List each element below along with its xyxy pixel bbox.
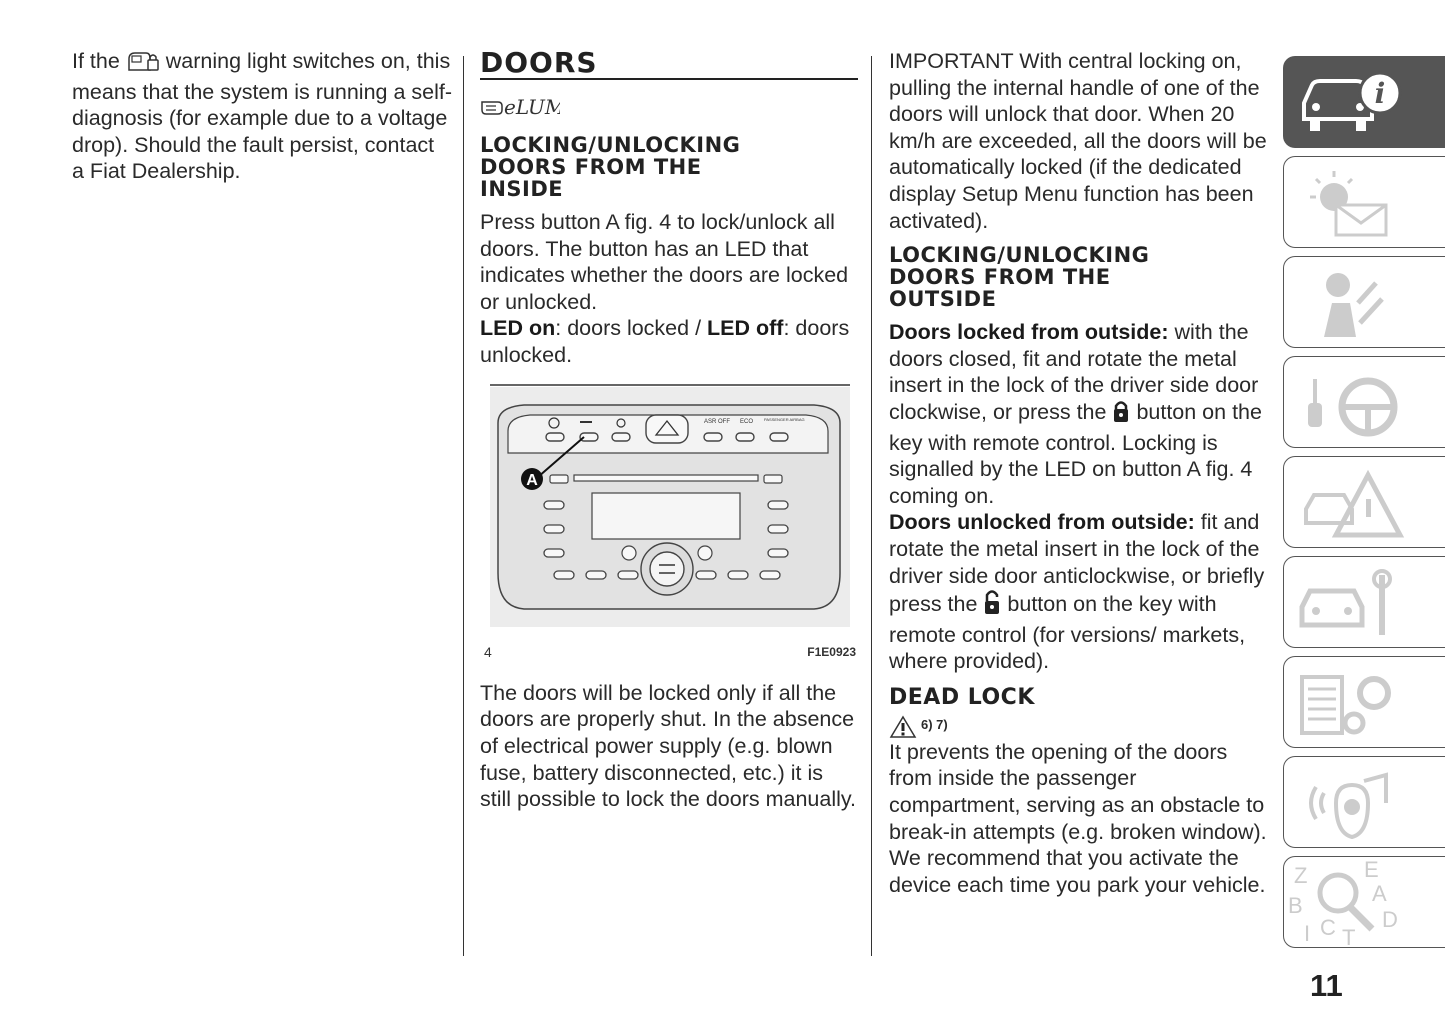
paragraph-doors-locked xyxy=(889,319,1267,509)
car-info-icon xyxy=(1296,63,1406,143)
safety-person-icon xyxy=(1296,263,1406,343)
tab-dashboard-lights[interactable] xyxy=(1283,156,1445,248)
index-letter: T xyxy=(1342,925,1356,947)
elum-logo xyxy=(480,90,858,124)
heading-line: LOCKING/UNLOCKING xyxy=(480,133,741,157)
callout-a: A xyxy=(526,471,538,489)
column-divider-1 xyxy=(463,56,464,956)
heading-line: OUTSIDE xyxy=(889,287,997,312)
index-letter: A xyxy=(1372,881,1387,906)
doors-locked-label: Doors locked from outside: xyxy=(889,320,1169,345)
heading-line: DOORS FROM THE xyxy=(480,155,702,179)
index-magnifier-icon xyxy=(1286,857,1426,947)
tab-starting-driving[interactable] xyxy=(1283,356,1445,448)
column-3 xyxy=(889,48,1267,898)
dashboard-illustration xyxy=(484,383,856,631)
warning-reference xyxy=(889,713,1267,739)
passenger-airbag-label: PASSENGER AIRBAG xyxy=(764,416,805,422)
doors-locked-text-1: with the doors closed, fit and rotate the metal insert in the lock of the driver side door clockwise, or press the xyxy=(889,320,1259,424)
tab-maintenance[interactable] xyxy=(1283,556,1445,648)
index-letter: E xyxy=(1364,857,1379,882)
doors-unlocked-text-2: button on the key with remote control (for versions/ markets, where provided). xyxy=(889,592,1246,674)
paragraph-led-status xyxy=(480,315,858,368)
multimedia-icon xyxy=(1296,763,1406,843)
heading-line: INSIDE xyxy=(480,177,564,201)
index-letter: B xyxy=(1288,893,1303,918)
doors-locked-text-2: button on the key with remote control. Locking is signalled by the LED on button A fig. 4 coming on. xyxy=(889,399,1262,508)
heading-locking-inside xyxy=(480,134,858,200)
warning-triangle-icon xyxy=(889,715,917,739)
heading-dead-lock: DEAD LOCK xyxy=(889,684,1035,710)
paragraph-press-button: Press button A fig. 4 to lock/unlock all doors. The button has an LED that indicates whether the doors are locked or unlocked. xyxy=(480,210,849,314)
led-off-text: : doors unlocked. xyxy=(480,316,850,367)
tab-car-info[interactable] xyxy=(1283,56,1445,148)
important-paragraph: IMPORTANT With central locking on, pulling the internal handle of one of the doors will unlock that door. When 20 km/h are exceeded, all the doors will be automatically locked (if the dedicated display Setup Menu function has been activated). xyxy=(889,49,1267,233)
index-letter: I xyxy=(1304,921,1311,946)
column-divider-2 xyxy=(871,56,872,956)
warning-light-paragraph xyxy=(72,48,452,185)
tab-index[interactable] xyxy=(1283,856,1445,948)
elum-logo-text: eLUM xyxy=(504,95,560,119)
column-2 xyxy=(480,48,858,813)
doors-unlocked-text-1: fit and rotate the metal insert in the lock of the driver side door anticlockwise, or briefly press the xyxy=(889,510,1265,617)
index-letter: D xyxy=(1382,907,1398,932)
heading-locking-outside xyxy=(889,244,1267,310)
doors-unlocked-label: Doors unlocked from outside: xyxy=(889,510,1195,535)
tab-emergency[interactable] xyxy=(1283,456,1445,548)
warning-refs: 6) 7) xyxy=(921,717,948,733)
column-1 xyxy=(72,48,452,185)
warning-lights-icon xyxy=(1296,163,1406,243)
car-wrench-icon xyxy=(1296,563,1406,643)
emergency-triangle-icon xyxy=(1296,463,1406,543)
intro-before-icon: If the xyxy=(72,49,120,73)
figure-4-dashboard-panel xyxy=(484,383,856,666)
lock-open-icon xyxy=(983,589,1001,622)
document-gears-icon xyxy=(1296,663,1406,743)
door-warning-light-icon xyxy=(126,50,160,79)
led-on-label: LED on xyxy=(480,316,556,341)
heading-line: DOORS FROM THE xyxy=(889,265,1111,290)
eco-label: ECO xyxy=(740,418,754,425)
page-number: 11 xyxy=(1310,968,1343,1003)
heading-line: LOCKING/UNLOCKING xyxy=(889,243,1150,268)
section-title-doors: DOORS xyxy=(480,48,858,80)
svg-text:i: i xyxy=(1374,77,1386,110)
figure-code: F1E0923 xyxy=(807,645,856,660)
asr-off-label: ASR OFF xyxy=(704,418,731,425)
key-steering-wheel-icon xyxy=(1296,363,1406,443)
index-letter: C xyxy=(1320,915,1336,940)
paragraph-manual-lock: The doors will be locked only if all the doors are properly shut. In the absence of electrical power supply (e.g. blown fuse, battery disconnected, etc.) it is still possible to lock the doors manually. xyxy=(480,680,857,812)
tab-safety[interactable] xyxy=(1283,256,1445,348)
lock-closed-icon xyxy=(1112,399,1130,430)
paragraph-doors-unlocked xyxy=(889,509,1267,675)
figure-caption xyxy=(484,639,856,666)
index-letter: Z xyxy=(1294,863,1308,888)
figure-number: 4 xyxy=(484,644,492,661)
led-off-label: LED off xyxy=(707,316,784,341)
tab-technical-data[interactable] xyxy=(1283,656,1445,748)
tab-multimedia[interactable] xyxy=(1283,756,1445,848)
paragraph-dead-lock: It prevents the opening of the doors from inside the passenger compartment, serving as an obstacle to break-in attempts (e.g. broken window). We recommend that you activate the device each time you park your vehicle. xyxy=(889,739,1267,897)
led-on-text: : doors locked / xyxy=(555,316,708,341)
intro-after-icon: warning light switches on, this means that the system is running a self-diagnosis (for example due to a voltage drop). Should the fault persist, contact a Fiat Dealership. xyxy=(72,49,453,184)
hand-pointer-icon xyxy=(480,90,560,120)
